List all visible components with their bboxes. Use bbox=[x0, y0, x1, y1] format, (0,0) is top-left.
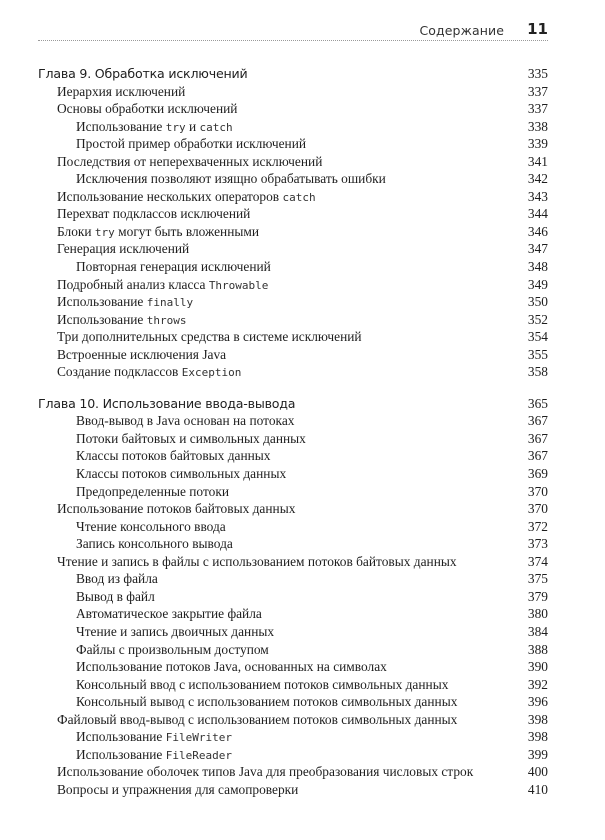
toc-subsection[interactable] bbox=[38, 588, 548, 606]
code-term: try bbox=[94, 225, 115, 239]
toc-section[interactable] bbox=[38, 223, 548, 241]
code-term: catch bbox=[199, 120, 233, 134]
entry-page: 398 bbox=[527, 711, 548, 727]
entry-text: Перехват подклассов исключений bbox=[57, 206, 251, 222]
entry-title bbox=[76, 728, 232, 747]
chapter-title: Глава 9. Обработка исключений bbox=[38, 66, 248, 81]
entry-page: 373 bbox=[527, 536, 548, 552]
toc-subsection[interactable] bbox=[38, 258, 548, 276]
entry-page: 341 bbox=[527, 153, 548, 169]
entry-text: Использование bbox=[57, 294, 147, 310]
code-term: catch bbox=[282, 190, 316, 204]
entry-text: Классы потоков символьных данных bbox=[76, 466, 287, 482]
entry-title bbox=[76, 118, 233, 137]
toc-subsection[interactable] bbox=[38, 676, 548, 694]
entry-text: Основы обработки исключений bbox=[57, 101, 238, 117]
entry-title bbox=[57, 100, 237, 118]
entry-text: Использование потоков байтовых данных bbox=[57, 501, 296, 517]
toc-subsection[interactable] bbox=[38, 746, 548, 764]
toc-subsection[interactable] bbox=[38, 658, 548, 676]
toc-section[interactable] bbox=[38, 293, 548, 311]
entry-title bbox=[57, 188, 316, 207]
entry-text: Создание подклассов bbox=[57, 364, 182, 380]
entry-page: 374 bbox=[527, 553, 548, 569]
running-header bbox=[38, 20, 548, 42]
entry-text: Предопределенные потоки bbox=[76, 483, 229, 499]
entry-page: 392 bbox=[527, 676, 548, 692]
toc-section[interactable] bbox=[38, 553, 548, 571]
entry-title bbox=[76, 430, 306, 448]
entry-page: 372 bbox=[527, 518, 548, 534]
entry-title bbox=[57, 781, 298, 799]
toc-subsection[interactable] bbox=[38, 465, 548, 483]
entry-text: Файлы с произвольным доступом bbox=[76, 641, 269, 657]
entry-text: Иерархия исключений bbox=[57, 83, 186, 99]
toc-subsection[interactable] bbox=[38, 135, 548, 153]
toc-section[interactable] bbox=[38, 328, 548, 346]
entry-title bbox=[76, 693, 457, 711]
entry-text: Встроенные исключения Java bbox=[57, 346, 227, 362]
entry-page: 339 bbox=[527, 136, 548, 152]
entry-text: Вывод в файл bbox=[76, 588, 155, 604]
toc-subsection[interactable] bbox=[38, 412, 548, 430]
entry-title bbox=[76, 412, 294, 430]
toc-section[interactable] bbox=[38, 711, 548, 729]
entry-page: 358 bbox=[527, 364, 548, 380]
entry-text: Подробный анализ класса bbox=[57, 276, 209, 292]
toc-section[interactable] bbox=[38, 188, 548, 206]
entry-page: 355 bbox=[527, 346, 548, 362]
entry-page: 375 bbox=[527, 571, 548, 587]
entry-page: 342 bbox=[527, 171, 548, 187]
entry-title bbox=[76, 170, 386, 188]
chapter-page: 335 bbox=[527, 66, 548, 81]
entry-page: 354 bbox=[527, 329, 548, 345]
entry-text: Генерация исключений bbox=[57, 241, 190, 257]
entry-text: Консольный ввод с использованием потоков символьных данных bbox=[76, 676, 449, 692]
toc-subsection[interactable] bbox=[38, 641, 548, 659]
toc-section[interactable] bbox=[38, 205, 548, 223]
entry-title bbox=[57, 223, 259, 242]
entry-text: Повторная генерация исключений bbox=[76, 259, 271, 275]
entry-text: Консольный вывод с использованием потоков символьных данных bbox=[76, 694, 458, 710]
entry-title bbox=[76, 623, 274, 641]
entry-title bbox=[76, 483, 229, 501]
entry-title bbox=[76, 658, 387, 676]
entry-title bbox=[57, 500, 295, 518]
chapter-heading[interactable] bbox=[38, 65, 548, 83]
code-term: Throwable bbox=[208, 278, 269, 292]
entry-title bbox=[57, 83, 185, 101]
entry-page: 337 bbox=[527, 83, 548, 99]
entry-text: Исключения позволяют изящно обрабатывать ошибки bbox=[76, 171, 386, 187]
entry-page: 384 bbox=[527, 623, 548, 639]
entry-text: могут быть вложенными bbox=[114, 223, 259, 239]
toc-subsection[interactable] bbox=[38, 605, 548, 623]
toc-section[interactable] bbox=[38, 240, 548, 258]
code-term: try bbox=[165, 120, 186, 134]
toc-subsection[interactable] bbox=[38, 483, 548, 501]
entry-text: Использование bbox=[57, 311, 147, 327]
entry-text: Использование оболочек типов Java для преобразования числовых строк bbox=[57, 764, 474, 780]
code-term: finally bbox=[146, 296, 194, 310]
entry-title bbox=[57, 363, 241, 382]
toc-section[interactable] bbox=[38, 500, 548, 518]
toc-subsection[interactable] bbox=[38, 623, 548, 641]
toc-subsection[interactable] bbox=[38, 518, 548, 536]
entry-title bbox=[57, 205, 250, 223]
entry-text: Ввод-вывод в Java основан на потоках bbox=[76, 413, 295, 429]
entry-title bbox=[57, 276, 268, 295]
toc-subsection[interactable] bbox=[38, 447, 548, 465]
entry-text: Ввод из файла bbox=[76, 571, 158, 587]
entry-text: Использование потоков Java, основанных на символах bbox=[76, 659, 387, 675]
entry-title bbox=[76, 676, 448, 694]
toc-section[interactable] bbox=[38, 83, 548, 101]
entry-title bbox=[76, 746, 232, 765]
toc-section[interactable] bbox=[38, 311, 548, 329]
entry-page: 367 bbox=[527, 413, 548, 429]
entry-title bbox=[57, 711, 457, 729]
entry-title bbox=[57, 240, 189, 258]
entry-page: 350 bbox=[527, 294, 548, 310]
entry-text: Вопросы и упражнения для самопроверки bbox=[57, 781, 299, 797]
entry-page: 343 bbox=[527, 188, 548, 204]
entry-title bbox=[76, 465, 286, 483]
entry-title bbox=[57, 553, 457, 571]
entry-title bbox=[76, 535, 233, 553]
chapter-gap bbox=[38, 381, 548, 395]
entry-text: Чтение и запись двоичных данных bbox=[76, 623, 275, 639]
toc-section[interactable] bbox=[38, 100, 548, 118]
entry-text: Чтение консольного ввода bbox=[76, 518, 226, 534]
entry-page: 388 bbox=[527, 641, 548, 657]
toc-section[interactable] bbox=[38, 346, 548, 364]
entry-page: 367 bbox=[527, 448, 548, 464]
entry-text: Последствия от неперехваченных исключений bbox=[57, 153, 323, 169]
entry-page: 370 bbox=[527, 501, 548, 517]
page-number: 11 bbox=[527, 20, 548, 38]
toc-section[interactable] bbox=[38, 781, 548, 799]
entry-page: 337 bbox=[527, 101, 548, 117]
entry-text: Блоки bbox=[57, 223, 95, 239]
entry-page: 367 bbox=[527, 430, 548, 446]
code-term: Exception bbox=[181, 366, 242, 380]
entry-text: Простой пример обработки исключений bbox=[76, 136, 307, 152]
toc-subsection[interactable] bbox=[38, 535, 548, 553]
entry-title bbox=[57, 293, 193, 312]
entry-page: 390 bbox=[527, 659, 548, 675]
entry-page: 370 bbox=[527, 483, 548, 499]
toc-subsection[interactable] bbox=[38, 118, 548, 136]
entry-title bbox=[57, 328, 362, 346]
entry-page: 352 bbox=[527, 311, 548, 327]
entry-page: 410 bbox=[527, 781, 548, 797]
entry-text: Потоки байтовых и символьных данных bbox=[76, 430, 306, 446]
entry-title bbox=[76, 570, 158, 588]
code-term: throws bbox=[146, 313, 187, 327]
entry-title bbox=[57, 346, 226, 364]
toc-subsection[interactable] bbox=[38, 570, 548, 588]
running-header-title: Содержание bbox=[419, 23, 504, 38]
entry-title bbox=[76, 447, 270, 465]
entry-page: 346 bbox=[527, 223, 548, 239]
chapter-title: Глава 10. Использование ввода-вывода bbox=[38, 395, 296, 411]
entry-title bbox=[76, 605, 262, 623]
entry-text: Автоматическое закрытие файла bbox=[76, 606, 262, 622]
entry-title bbox=[57, 763, 473, 781]
entry-text: Чтение и запись в файлы с использованием потоков байтовых данных bbox=[57, 553, 457, 569]
entry-title bbox=[76, 258, 271, 276]
entry-page: 344 bbox=[527, 206, 548, 222]
toc-subsection[interactable] bbox=[38, 728, 548, 746]
chapter-heading[interactable] bbox=[38, 395, 548, 413]
entry-text: Использование bbox=[76, 118, 166, 134]
entry-page: 369 bbox=[527, 466, 548, 482]
entry-title bbox=[76, 641, 269, 659]
entry-page: 400 bbox=[527, 764, 548, 780]
entry-page: 347 bbox=[527, 241, 548, 257]
chapter-page: 365 bbox=[527, 395, 548, 411]
entry-page: 338 bbox=[527, 118, 548, 134]
entry-page: 379 bbox=[527, 588, 548, 604]
entry-text: Использование нескольких операторов bbox=[57, 188, 283, 204]
entry-text: и bbox=[185, 118, 200, 134]
entry-title bbox=[57, 153, 322, 171]
code-term: FileWriter bbox=[165, 731, 232, 745]
toc-subsection[interactable] bbox=[38, 170, 548, 188]
toc-section[interactable] bbox=[38, 276, 548, 294]
toc-section[interactable] bbox=[38, 763, 548, 781]
entry-text: Классы потоков байтовых данных bbox=[76, 448, 271, 464]
table-of-contents bbox=[38, 65, 548, 798]
code-term: FileReader bbox=[165, 748, 232, 762]
header-dotted-rule bbox=[38, 40, 548, 41]
entry-title bbox=[57, 311, 186, 330]
entry-text: Три дополнительных средства в системе исключений bbox=[57, 329, 362, 345]
entry-text: Запись консольного вывода bbox=[76, 536, 233, 552]
entry-text: Использование bbox=[76, 746, 166, 762]
entry-page: 380 bbox=[527, 606, 548, 622]
entry-page: 349 bbox=[527, 276, 548, 292]
entry-title bbox=[76, 588, 155, 606]
entry-page: 398 bbox=[527, 729, 548, 745]
toc-subsection[interactable] bbox=[38, 693, 548, 711]
toc-section[interactable] bbox=[38, 363, 548, 381]
entry-text: Файловый ввод-вывод с использованием потоков символьных данных bbox=[57, 711, 458, 727]
toc-section[interactable] bbox=[38, 153, 548, 171]
entry-page: 348 bbox=[527, 259, 548, 275]
entry-text: Использование bbox=[76, 729, 166, 745]
toc-subsection[interactable] bbox=[38, 430, 548, 448]
entry-page: 399 bbox=[527, 746, 548, 762]
entry-title bbox=[76, 518, 226, 536]
entry-page: 396 bbox=[527, 694, 548, 710]
entry-title bbox=[76, 135, 306, 153]
